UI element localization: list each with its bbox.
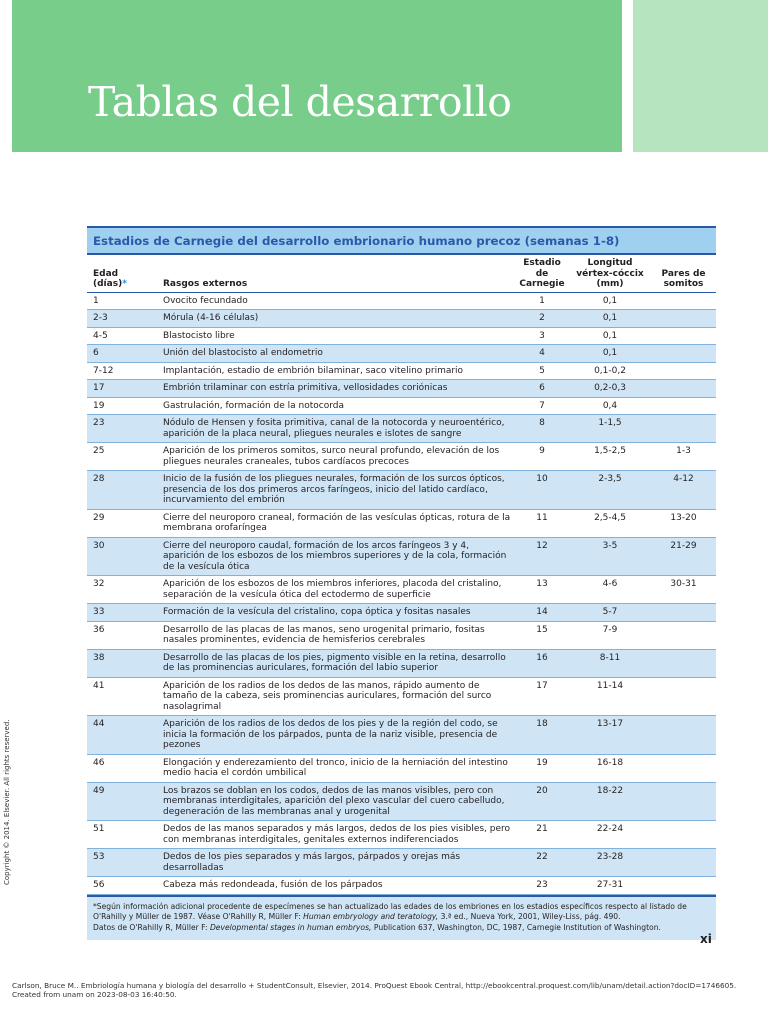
- cell-pares: [651, 327, 716, 345]
- cell-rasgos: Aparición de los primeros somitos, surco neural profundo, elevación de los pliegues neurales craneales, tubos cardíacos precoces: [155, 443, 515, 471]
- table-caption: Estadios de Carnegie del desarrollo embrionario humano precoz (semanas 1-8): [87, 226, 716, 255]
- table-row: [87, 327, 716, 345]
- table-row: [87, 380, 716, 398]
- cell-estadio: 14: [515, 604, 569, 622]
- cell-longitud: 3-5: [569, 537, 651, 576]
- cell-longitud: 11-14: [569, 677, 651, 716]
- cell-longitud: 4-6: [569, 576, 651, 604]
- table-footnotes: [87, 895, 716, 941]
- cell-estadio: 9: [515, 443, 569, 471]
- table-row: [87, 362, 716, 380]
- cell-longitud: 0,1: [569, 345, 651, 363]
- header-estadio: Estadio de Carnegie: [515, 255, 569, 292]
- cell-estadio: 6: [515, 380, 569, 398]
- cell-rasgos: Aparición de los radios de los dedos de las manos, rápido aumento de tamaño de la cabeza, seis prominencias auriculares, formación del surco nasolagrimal: [155, 677, 515, 716]
- cell-rasgos: Implantación, estadio de embrión bilaminar, saco vitelino primario: [155, 362, 515, 380]
- cell-rasgos: Desarrollo de las placas de las manos, seno urogenital primario, fositas nasales prominentes, evidencia de hemisferios cerebrales: [155, 621, 515, 649]
- cell-longitud: 2-3,5: [569, 471, 651, 510]
- cell-pares: 30-31: [651, 576, 716, 604]
- cell-edad: 1: [87, 292, 155, 310]
- cell-pares: [651, 649, 716, 677]
- table-row: [87, 621, 716, 649]
- footnote-ages-text: *Según información adicional procedente de especímenes se han actualizado las edades de los embriones en los estadios específicos respecto al listado de O'Rahilly y Müller de 1987. Véase O'Rahilly R, Müller F:: [93, 901, 687, 921]
- cell-rasgos: Los brazos se doblan en los codos, dedos de las manos visibles, pero con membranas interdigitales, aparición del plexo vascular del cuero cabelludo, degeneración de las membranas anal y urogenital: [155, 782, 515, 821]
- citation-line: Carlson, Bruce M.. Embriología humana y biología del desarrollo + StudentConsult, Elsevier, 2014. ProQuest Ebook Central, http://ebookcentral.proquest.com/lib/unam/detail.action?docID=1746605.: [12, 981, 737, 990]
- cell-pares: 1-3: [651, 443, 716, 471]
- cell-estadio: 2: [515, 310, 569, 328]
- cell-rasgos: Mórula (4-16 células): [155, 310, 515, 328]
- side-copyright-notice: Copyright © 2014. Elsevier. All rights reserved.: [3, 719, 11, 885]
- cell-estadio: 16: [515, 649, 569, 677]
- cell-edad: 29: [87, 509, 155, 537]
- table-row: [87, 782, 716, 821]
- cell-edad: 2-3: [87, 310, 155, 328]
- footnote-source-publisher: Publication 637, Washington, DC, 1987, Carnegie Institution of Washington.: [371, 922, 661, 932]
- cell-pares: [651, 782, 716, 821]
- cell-longitud: 5-7: [569, 604, 651, 622]
- footnote-ages-book-title: Human embryology and teratology,: [303, 912, 439, 921]
- cell-pares: [651, 716, 716, 755]
- chapter-title: Tablas del desarrollo: [88, 78, 512, 126]
- table-row: [87, 537, 716, 576]
- table-row: [87, 716, 716, 755]
- table-row: [87, 509, 716, 537]
- cell-edad: 33: [87, 604, 155, 622]
- cell-pares: [651, 362, 716, 380]
- table-row: [87, 677, 716, 716]
- table-row: [87, 849, 716, 877]
- cell-edad: 56: [87, 877, 155, 895]
- cell-longitud: 18-22: [569, 782, 651, 821]
- cell-pares: [651, 604, 716, 622]
- table-row: [87, 754, 716, 782]
- cell-edad: 53: [87, 849, 155, 877]
- cell-pares: [651, 621, 716, 649]
- table-row: [87, 443, 716, 471]
- cell-estadio: 15: [515, 621, 569, 649]
- footnote-ages: [93, 902, 710, 923]
- table-row: [87, 345, 716, 363]
- cell-edad: 6: [87, 345, 155, 363]
- cell-estadio: 1: [515, 292, 569, 310]
- data-table: [87, 255, 716, 895]
- cell-estadio: 19: [515, 754, 569, 782]
- cell-edad: 30: [87, 537, 155, 576]
- table-row: [87, 292, 716, 310]
- cell-edad: 19: [87, 397, 155, 415]
- cell-rasgos: Aparición de los esbozos de los miembros inferiores, placoda del cristalino, separación de la vesícula ótica del ectodermo de superficie: [155, 576, 515, 604]
- cell-rasgos: Cierre del neuroporo craneal, formación de las vesículas ópticas, rotura de la membrana orofaríngea: [155, 509, 515, 537]
- cell-pares: [651, 397, 716, 415]
- cell-estadio: 10: [515, 471, 569, 510]
- citation-created-line: Created from unam on 2023-08-03 16:40:50.: [12, 990, 177, 999]
- footnote-source: [93, 923, 710, 934]
- cell-longitud: 8-11: [569, 649, 651, 677]
- cell-edad: 46: [87, 754, 155, 782]
- cell-estadio: 4: [515, 345, 569, 363]
- cell-edad: 32: [87, 576, 155, 604]
- cell-longitud: 0,1-0,2: [569, 362, 651, 380]
- cell-rasgos: Aparición de los radios de los dedos de los pies y de la región del codo, se inicia la formación de los párpados, punta de la nariz visible, presencia de pezones: [155, 716, 515, 755]
- cell-pares: [651, 849, 716, 877]
- table-row: [87, 604, 716, 622]
- cell-pares: [651, 415, 716, 443]
- table-row: [87, 310, 716, 328]
- cell-edad: 36: [87, 621, 155, 649]
- cell-edad: 44: [87, 716, 155, 755]
- header-longitud: Longitud vértex-cóccix (mm): [569, 255, 651, 292]
- table-row: [87, 576, 716, 604]
- cell-pares: 21-29: [651, 537, 716, 576]
- footnote-source-text: Datos de O'Rahilly R, Müller F:: [93, 922, 210, 932]
- cell-pares: [651, 345, 716, 363]
- cell-pares: [651, 380, 716, 398]
- page-number: xi: [700, 932, 712, 946]
- table-row: [87, 821, 716, 849]
- header-edad-label: Edad (días): [93, 268, 123, 289]
- header-rasgos: Rasgos externos: [155, 255, 515, 292]
- footnote-ages-publisher: 3.ª ed., Nueva York, 2001, Wiley-Liss, pág. 490.: [438, 912, 621, 921]
- cell-longitud: 0,4: [569, 397, 651, 415]
- cell-estadio: 7: [515, 397, 569, 415]
- cell-estadio: 8: [515, 415, 569, 443]
- table-row: [87, 471, 716, 510]
- cell-pares: 4-12: [651, 471, 716, 510]
- cell-longitud: 27-31: [569, 877, 651, 895]
- cell-longitud: 2,5-4,5: [569, 509, 651, 537]
- cell-rasgos: Elongación y enderezamiento del tronco, inicio de la herniación del intestino medio hacia el cordón umbilical: [155, 754, 515, 782]
- table-row: [87, 877, 716, 895]
- cell-edad: 38: [87, 649, 155, 677]
- cell-rasgos: Dedos de los pies separados y más largos, párpados y orejas más desarrolladas: [155, 849, 515, 877]
- cell-rasgos: Cabeza más redondeada, fusión de los párpados: [155, 877, 515, 895]
- cell-longitud: 7-9: [569, 621, 651, 649]
- cell-longitud: 22-24: [569, 821, 651, 849]
- cell-pares: 13-20: [651, 509, 716, 537]
- cell-rasgos: Ovocito fecundado: [155, 292, 515, 310]
- cell-estadio: 13: [515, 576, 569, 604]
- carnegie-stages-table: [87, 226, 716, 940]
- source-citation: [12, 981, 752, 999]
- cell-longitud: 1-1,5: [569, 415, 651, 443]
- cell-estadio: 3: [515, 327, 569, 345]
- cell-edad: 51: [87, 821, 155, 849]
- cell-edad: 23: [87, 415, 155, 443]
- cell-rasgos: Desarrollo de las placas de los pies, pigmento visible en la retina, desarrollo de las prominencias auriculares, formación del labio superior: [155, 649, 515, 677]
- table-row: [87, 415, 716, 443]
- cell-pares: [651, 821, 716, 849]
- cell-longitud: 0,2-0,3: [569, 380, 651, 398]
- cell-rasgos: Gastrulación, formación de la notocorda: [155, 397, 515, 415]
- cell-rasgos: Cierre del neuroporo caudal, formación de los arcos faríngeos 3 y 4, aparición de los esbozos de los miembros superiores y de la cola, formación de la vesícula ótica: [155, 537, 515, 576]
- cell-estadio: 12: [515, 537, 569, 576]
- cell-rasgos: Dedos de las manos separados y más largos, dedos de los pies visibles, pero con membranas interdigitales, genitales externos indiferenciados: [155, 821, 515, 849]
- cell-edad: 4-5: [87, 327, 155, 345]
- table-row: [87, 649, 716, 677]
- cell-rasgos: Embrión trilaminar con estría primitiva, vellosidades coriónicas: [155, 380, 515, 398]
- cell-longitud: 23-28: [569, 849, 651, 877]
- cell-pares: [651, 754, 716, 782]
- cell-rasgos: Blastocisto libre: [155, 327, 515, 345]
- footnote-source-title: Developmental stages in human embryos,: [209, 922, 372, 932]
- cell-rasgos: Inicio de la fusión de los pliegues neurales, formación de los surcos ópticos, presencia de los dos primeros arcos faríngeos, inicio del latido cardíaco, incurvamiento del embrión: [155, 471, 515, 510]
- cell-estadio: 17: [515, 677, 569, 716]
- header-pares: Pares de somitos: [651, 255, 716, 292]
- cell-estadio: 5: [515, 362, 569, 380]
- cell-longitud: 0,1: [569, 292, 651, 310]
- cell-edad: 28: [87, 471, 155, 510]
- cell-longitud: 0,1: [569, 327, 651, 345]
- table-row: [87, 397, 716, 415]
- cell-edad: 49: [87, 782, 155, 821]
- header-banner: [12, 0, 622, 152]
- cell-rasgos: Formación de la vesícula del cristalino, copa óptica y fositas nasales: [155, 604, 515, 622]
- cell-pares: [651, 292, 716, 310]
- cell-edad: 41: [87, 677, 155, 716]
- cell-estadio: 23: [515, 877, 569, 895]
- header-edad: [87, 255, 155, 292]
- table-header-row: [87, 255, 716, 292]
- cell-pares: [651, 310, 716, 328]
- cell-estadio: 21: [515, 821, 569, 849]
- header-side-block: [633, 0, 768, 152]
- cell-rasgos: Unión del blastocisto al endometrio: [155, 345, 515, 363]
- cell-estadio: 18: [515, 716, 569, 755]
- cell-pares: [651, 877, 716, 895]
- cell-rasgos: Nódulo de Hensen y fosita primitiva, canal de la notocorda y neuroentérico, aparición de la placa neural, pliegues neurales e islotes de sangre: [155, 415, 515, 443]
- cell-longitud: 16-18: [569, 754, 651, 782]
- cell-longitud: 1,5-2,5: [569, 443, 651, 471]
- cell-longitud: 0,1: [569, 310, 651, 328]
- cell-longitud: 13-17: [569, 716, 651, 755]
- cell-edad: 25: [87, 443, 155, 471]
- table-body: [87, 292, 716, 894]
- cell-edad: 7-12: [87, 362, 155, 380]
- header-edad-footnote-mark: *: [122, 279, 127, 289]
- cell-estadio: 11: [515, 509, 569, 537]
- cell-edad: 17: [87, 380, 155, 398]
- cell-pares: [651, 677, 716, 716]
- cell-estadio: 22: [515, 849, 569, 877]
- cell-estadio: 20: [515, 782, 569, 821]
